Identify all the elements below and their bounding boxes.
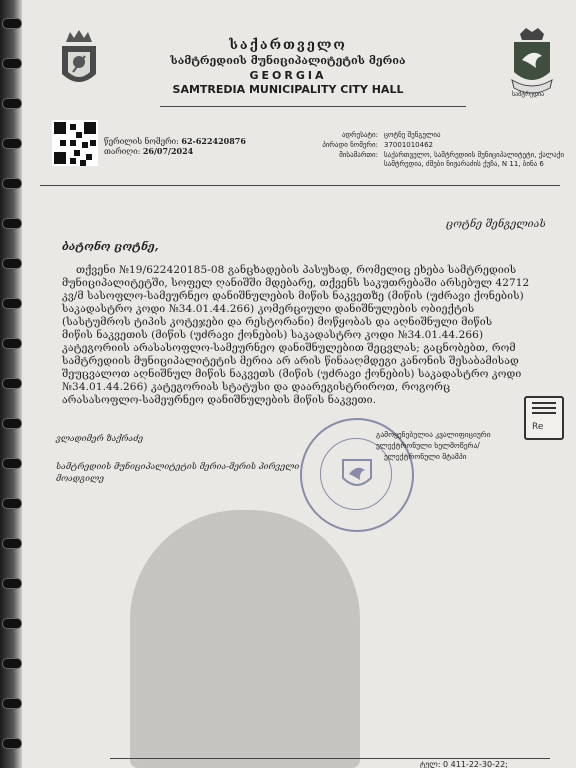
doc-number-row (104, 136, 246, 146)
doc-date-value: 26/07/2024 (142, 146, 194, 156)
salutation: ბატონო ცოტნე, (62, 240, 159, 253)
doc-number-label: წერილის ნომერი: (104, 137, 179, 146)
shadow (130, 510, 360, 768)
header-institution-en: SAMTREDIA MUNICIPALITY CITY HALL (172, 83, 404, 96)
personal-id-value: 37001010462 (384, 141, 433, 149)
esign-note-line-2: ელექტრონული ხელმოწერა/ (376, 441, 480, 450)
stamp-crest-icon (340, 456, 374, 492)
addressee-label: ადრესატი: (341, 131, 378, 139)
e-signature-phone-icon: Re (524, 396, 564, 440)
header-country-ka: საქართველო (229, 38, 347, 53)
body-line: კატეგორიის არასასოფლო-სამეურნეო დანიშნულებით შეცვლას; გაცნობებთ, რომ (62, 342, 516, 354)
crest-ribbon-text: სამტრედია (512, 91, 545, 98)
body-line: სამტრედიის მუნიციპალიტეტის მერია არ არის წინააღმდეგი კანონის შესაბამისად (62, 355, 519, 367)
signer-name: ვლადიმერ ზაქრაძე (56, 434, 144, 444)
body-line: №34.01.44.266) კატეგორიას სტატუსი და დაარეგისტრიროთ, როგორც (62, 381, 451, 393)
address-line-1: საქართველო, სამტრედიის მუნიციპალიტეტი, ქალაქი (384, 151, 565, 159)
body-line: საკადასტრო კოდი №34.01.44.266) კომერციული დანიშნულების ობიექტის (62, 303, 475, 315)
footer-rule (110, 758, 550, 759)
signer-title-line-1: სამტრედიის მუნიციპალიტეტის მერია-მერის პირველი (56, 462, 300, 472)
doc-date-row (104, 146, 193, 156)
addressee-value: ცოტნე შენგელია (384, 131, 441, 139)
header-rule (160, 106, 466, 107)
body-line: მიწის ნაკვეთის (მიწის (უძრავი ქონების) საკადასტრო კოდი №34.01.44.266) (62, 329, 484, 341)
doc-date-label: თარიღი: (104, 147, 141, 156)
body-line: არასასოფლო-სამეურნეო დანიშნულების მიწის ნაკვეთი. (62, 394, 377, 406)
meta-rule (40, 185, 560, 186)
recipient-name: ცოტნე შენგელიას (446, 218, 546, 230)
footer-phone: ტელ: 0 411-22-30-22; (420, 760, 508, 768)
esign-note-line-3: ელექტრონული შტამპი (384, 452, 467, 461)
header-institution-ka: სამტრედიის მუნიციპალიტეტის მერია (170, 54, 406, 67)
qr-code-icon (52, 120, 98, 166)
signer-title-line-2: მოადგილე (56, 474, 104, 484)
address-line-2: სამტრედია, ძმები ნიჟარაძის ქუჩა, N 11, ბინა 6 (384, 160, 544, 168)
personal-id-label: პირადი ნომერი: (322, 141, 378, 149)
address-label: მისამართი: (339, 151, 378, 159)
esign-note-line-1: გამოყენებულია კვალიფიციური (376, 430, 491, 439)
body-line: თქვენი №19/622420185-08 განცხადების პასუხად, რომელიც ეხება სამტრედიის (76, 264, 517, 276)
header-country-en: GEORGIA (249, 69, 327, 82)
body-line: შეუცვალოთ აღნიშნულ მიწის ნაკვეთს (მიწის (უძრავი ქონების) საკადასტრო კოდი (62, 368, 522, 380)
notebook-binding (0, 0, 22, 768)
body-line: (სასტუმროს ტიპის კოტეჯები და რესტორანი) მოწყობას და აღნიშნული მიწის (62, 316, 493, 328)
doc-number-value: 62-622420876 (181, 136, 246, 146)
body-line: კვ/მ სასოფლო-სამეურნეო დანიშნულების მიწის ნაკვეთზე (მიწის (უძრავი ქონების) (62, 290, 524, 302)
body-line: მუნიციპალიტეტში, სოფელ ღანიშში მდებარე, თქვენს საკუთრებაში არსებულ 42712 (62, 277, 530, 289)
